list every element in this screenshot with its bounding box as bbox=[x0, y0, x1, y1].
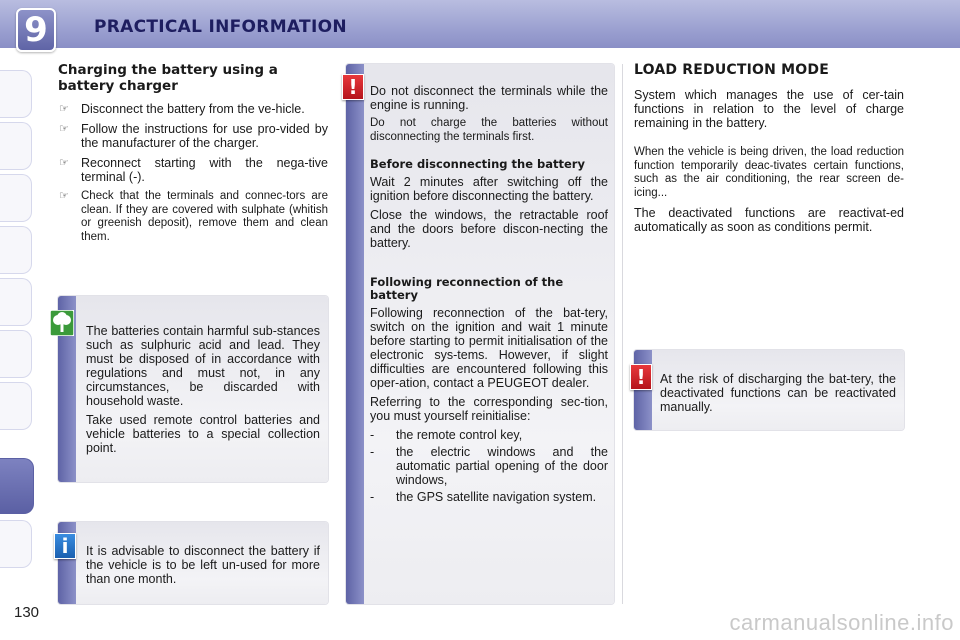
environment-note-box bbox=[58, 296, 328, 482]
load-reduction-paragraph: When the vehicle is being driven, the load reduction function temporarily deac-tivates certain functions, such as the air conditioning, the rear screen de-icing... bbox=[634, 146, 904, 199]
list-item: - the remote control key, bbox=[370, 428, 523, 442]
warning-paragraph: Close the windows, the retractable roof and the doors before discon-necting the battery. bbox=[370, 208, 608, 250]
charging-steps-list bbox=[58, 102, 328, 250]
chapter-tab-7[interactable] bbox=[0, 382, 32, 430]
chapter-number-badge: 9 bbox=[16, 8, 56, 52]
load-reduction-heading: LOAD REDUCTION MODE bbox=[634, 62, 829, 78]
chapter-tab-1[interactable] bbox=[0, 70, 32, 118]
section-title: PRACTICAL INFORMATION bbox=[94, 17, 347, 37]
charging-heading: Charging the battery using a battery charger bbox=[58, 62, 278, 94]
list-item: ☞ Reconnect starting with the nega-tive terminal (-). bbox=[59, 156, 328, 184]
warning-paragraph: Do not charge the batteries without disconnecting the terminals first. bbox=[370, 117, 608, 143]
reinitialise-list bbox=[370, 428, 608, 504]
warning-paragraph: Referring to the corresponding sec-tion, you must yourself reinitialise: bbox=[370, 395, 608, 423]
load-reduction-text bbox=[634, 88, 904, 240]
warning-paragraph: Wait 2 minutes after switching off the ignition before disconnecting the battery. bbox=[370, 175, 608, 203]
list-item: ☞ Check that the terminals and connec-tors are clean. If they are covered with sulphate (whitish or greenish deposit), remove them and clean them. bbox=[59, 190, 328, 243]
warning-paragraph: Do not disconnect the terminals while the engine is running. bbox=[370, 84, 608, 112]
after-reconnection-heading: Following reconnection of the battery bbox=[370, 275, 564, 302]
environment-tree-icon bbox=[50, 310, 74, 336]
list-item: - the electric windows and the automatic partial opening of the door windows, bbox=[370, 445, 608, 487]
chapter-tab-active[interactable] bbox=[0, 458, 34, 514]
before-disconnecting-heading: Before disconnecting the battery bbox=[370, 157, 585, 171]
list-item: - the GPS satellite navigation system. bbox=[370, 490, 597, 504]
environment-paragraph: Take used remote control batteries and vehicle batteries to a special collection point. bbox=[86, 413, 320, 455]
info-text: It is advisable to disconnect the battery if the vehicle is to be left un-used for more than one month. bbox=[86, 544, 320, 586]
environment-paragraph: The batteries contain harmful sub-stances such as sulphuric acid and lead. They must be disposed of in accordance with regulations and must not, in any circumstances, be discarded with household waste. bbox=[86, 324, 320, 408]
pointing-hand-icon: ☞ bbox=[59, 103, 69, 115]
column-divider bbox=[622, 64, 623, 604]
box-accent-bar bbox=[346, 64, 364, 604]
chapter-tab-2[interactable] bbox=[0, 122, 32, 170]
box-accent-bar bbox=[634, 350, 652, 430]
warning-text: At the risk of discharging the bat-tery, the deactivated functions can be reactivated manually. bbox=[660, 372, 896, 414]
chapter-tab-4[interactable] bbox=[0, 226, 32, 274]
page-number: 130 bbox=[14, 604, 40, 621]
chapter-tab-9[interactable] bbox=[0, 520, 32, 568]
battery-warning-box bbox=[346, 64, 614, 604]
chapter-tab-6[interactable] bbox=[0, 330, 32, 378]
chapter-tab-5[interactable] bbox=[0, 278, 32, 326]
pointing-hand-icon: ☞ bbox=[59, 190, 69, 202]
load-reduction-paragraph: System which manages the use of cer-tain functions in relation to the level of charge remaining in the battery. bbox=[634, 88, 904, 130]
chapter-tab-3[interactable] bbox=[0, 174, 32, 222]
info-note-box bbox=[58, 522, 328, 604]
watermark: carmanualsonline.info bbox=[729, 610, 954, 635]
warning-paragraph: Following reconnection of the bat-tery, switch on the ignition and wait 1 minute before starting to permit initialisation of the electronic sys-tems. However, if slight difficulties are encountered following this oper-ation, contact a PEUGEOT dealer. bbox=[370, 306, 608, 390]
info-icon: i bbox=[54, 533, 76, 559]
pointing-hand-icon: ☞ bbox=[59, 157, 69, 169]
pointing-hand-icon: ☞ bbox=[59, 123, 69, 135]
manual-reactivation-warning-box bbox=[634, 350, 904, 430]
list-item: ☞ Follow the instructions for use pro-vided by the manufacturer of the charger. bbox=[59, 122, 328, 150]
warning-exclamation-icon: ! bbox=[630, 364, 652, 390]
load-reduction-paragraph: The deactivated functions are reactivat-ed automatically as soon as conditions permit. bbox=[634, 206, 904, 234]
list-item: ☞ Disconnect the battery from the ve-hicle. bbox=[59, 102, 305, 116]
warning-exclamation-icon: ! bbox=[342, 74, 364, 100]
